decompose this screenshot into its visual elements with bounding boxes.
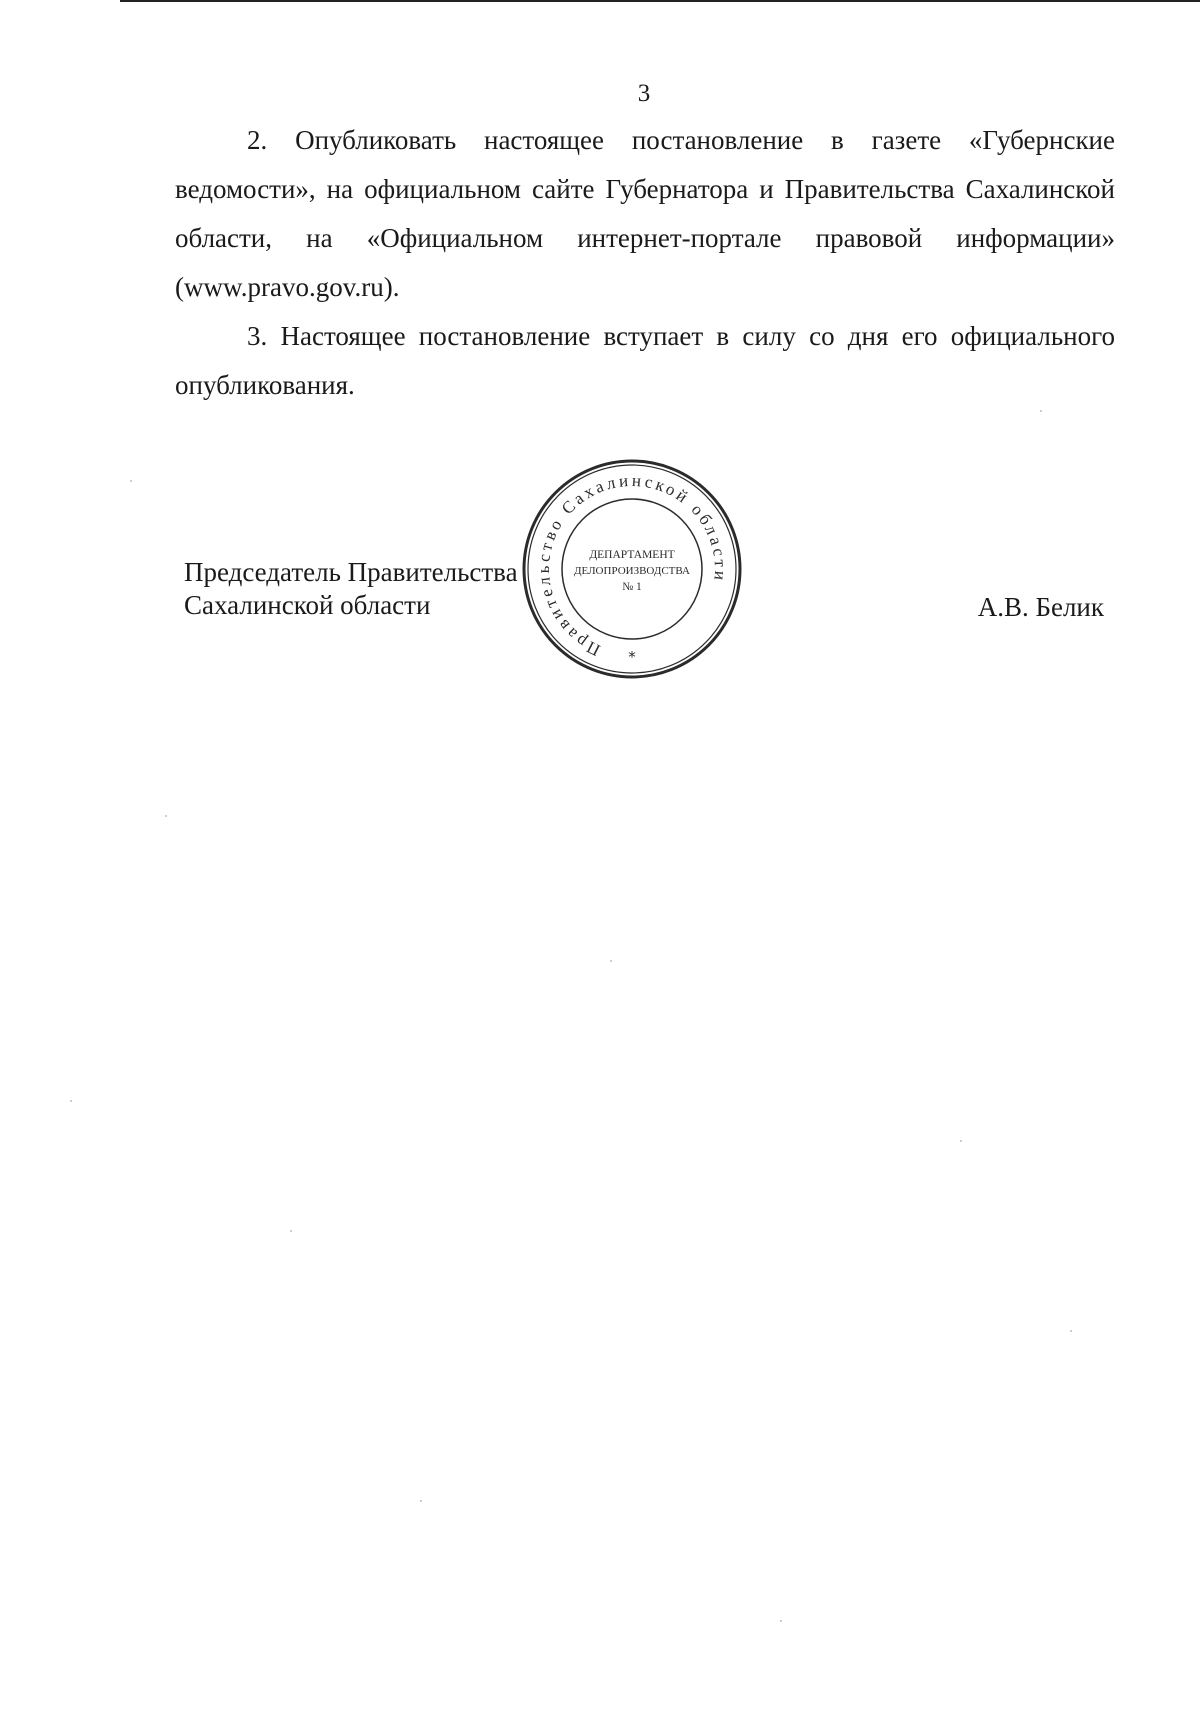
seal-inner-line1: ДЕПАРТАМЕНТ	[589, 549, 675, 561]
paragraph-effective-date: 3. Настоящее постановление вступает в силу со дня его официального опубликования.	[175, 321, 1115, 400]
seal-outer-text: Правительство Сахалинской области	[533, 470, 731, 660]
scan-speckle	[1040, 410, 1042, 412]
scan-speckle	[420, 1500, 422, 1502]
body-text	[175, 116, 1115, 410]
scan-speckle	[130, 480, 132, 482]
scan-speckle	[165, 815, 167, 817]
scan-speckle	[610, 960, 612, 962]
signatory-name: А.В. Белик	[977, 592, 1104, 622]
seal-inner-line2: ДЕЛОПРОИЗВОДСТВА	[574, 565, 690, 577]
scan-speckle	[1070, 1330, 1072, 1332]
paragraph-publication: 2. Опубликовать настоящее постановление в газете «Губернские ведомости», на официальном сайте Губернатора и Правительства Сахалинской области, на «Официальном интернет-портале правовой информации» (www.pravo.gov.ru).	[175, 125, 1115, 302]
page-number: 3	[637, 80, 651, 107]
scan-speckle	[290, 1230, 292, 1232]
signatory-position-line1: Председатель Правительства	[184, 557, 518, 587]
official-seal	[521, 458, 743, 680]
seal-star-icon: *	[628, 648, 636, 666]
top-edge-line	[120, 0, 1200, 2]
scan-speckle	[960, 1140, 962, 1142]
signatory-position	[184, 556, 518, 622]
scan-speckle	[780, 1620, 782, 1622]
scan-speckle	[70, 1100, 72, 1102]
signatory-position-line2: Сахалинской области	[184, 590, 431, 620]
seal-inner-line3: № 1	[622, 581, 642, 593]
